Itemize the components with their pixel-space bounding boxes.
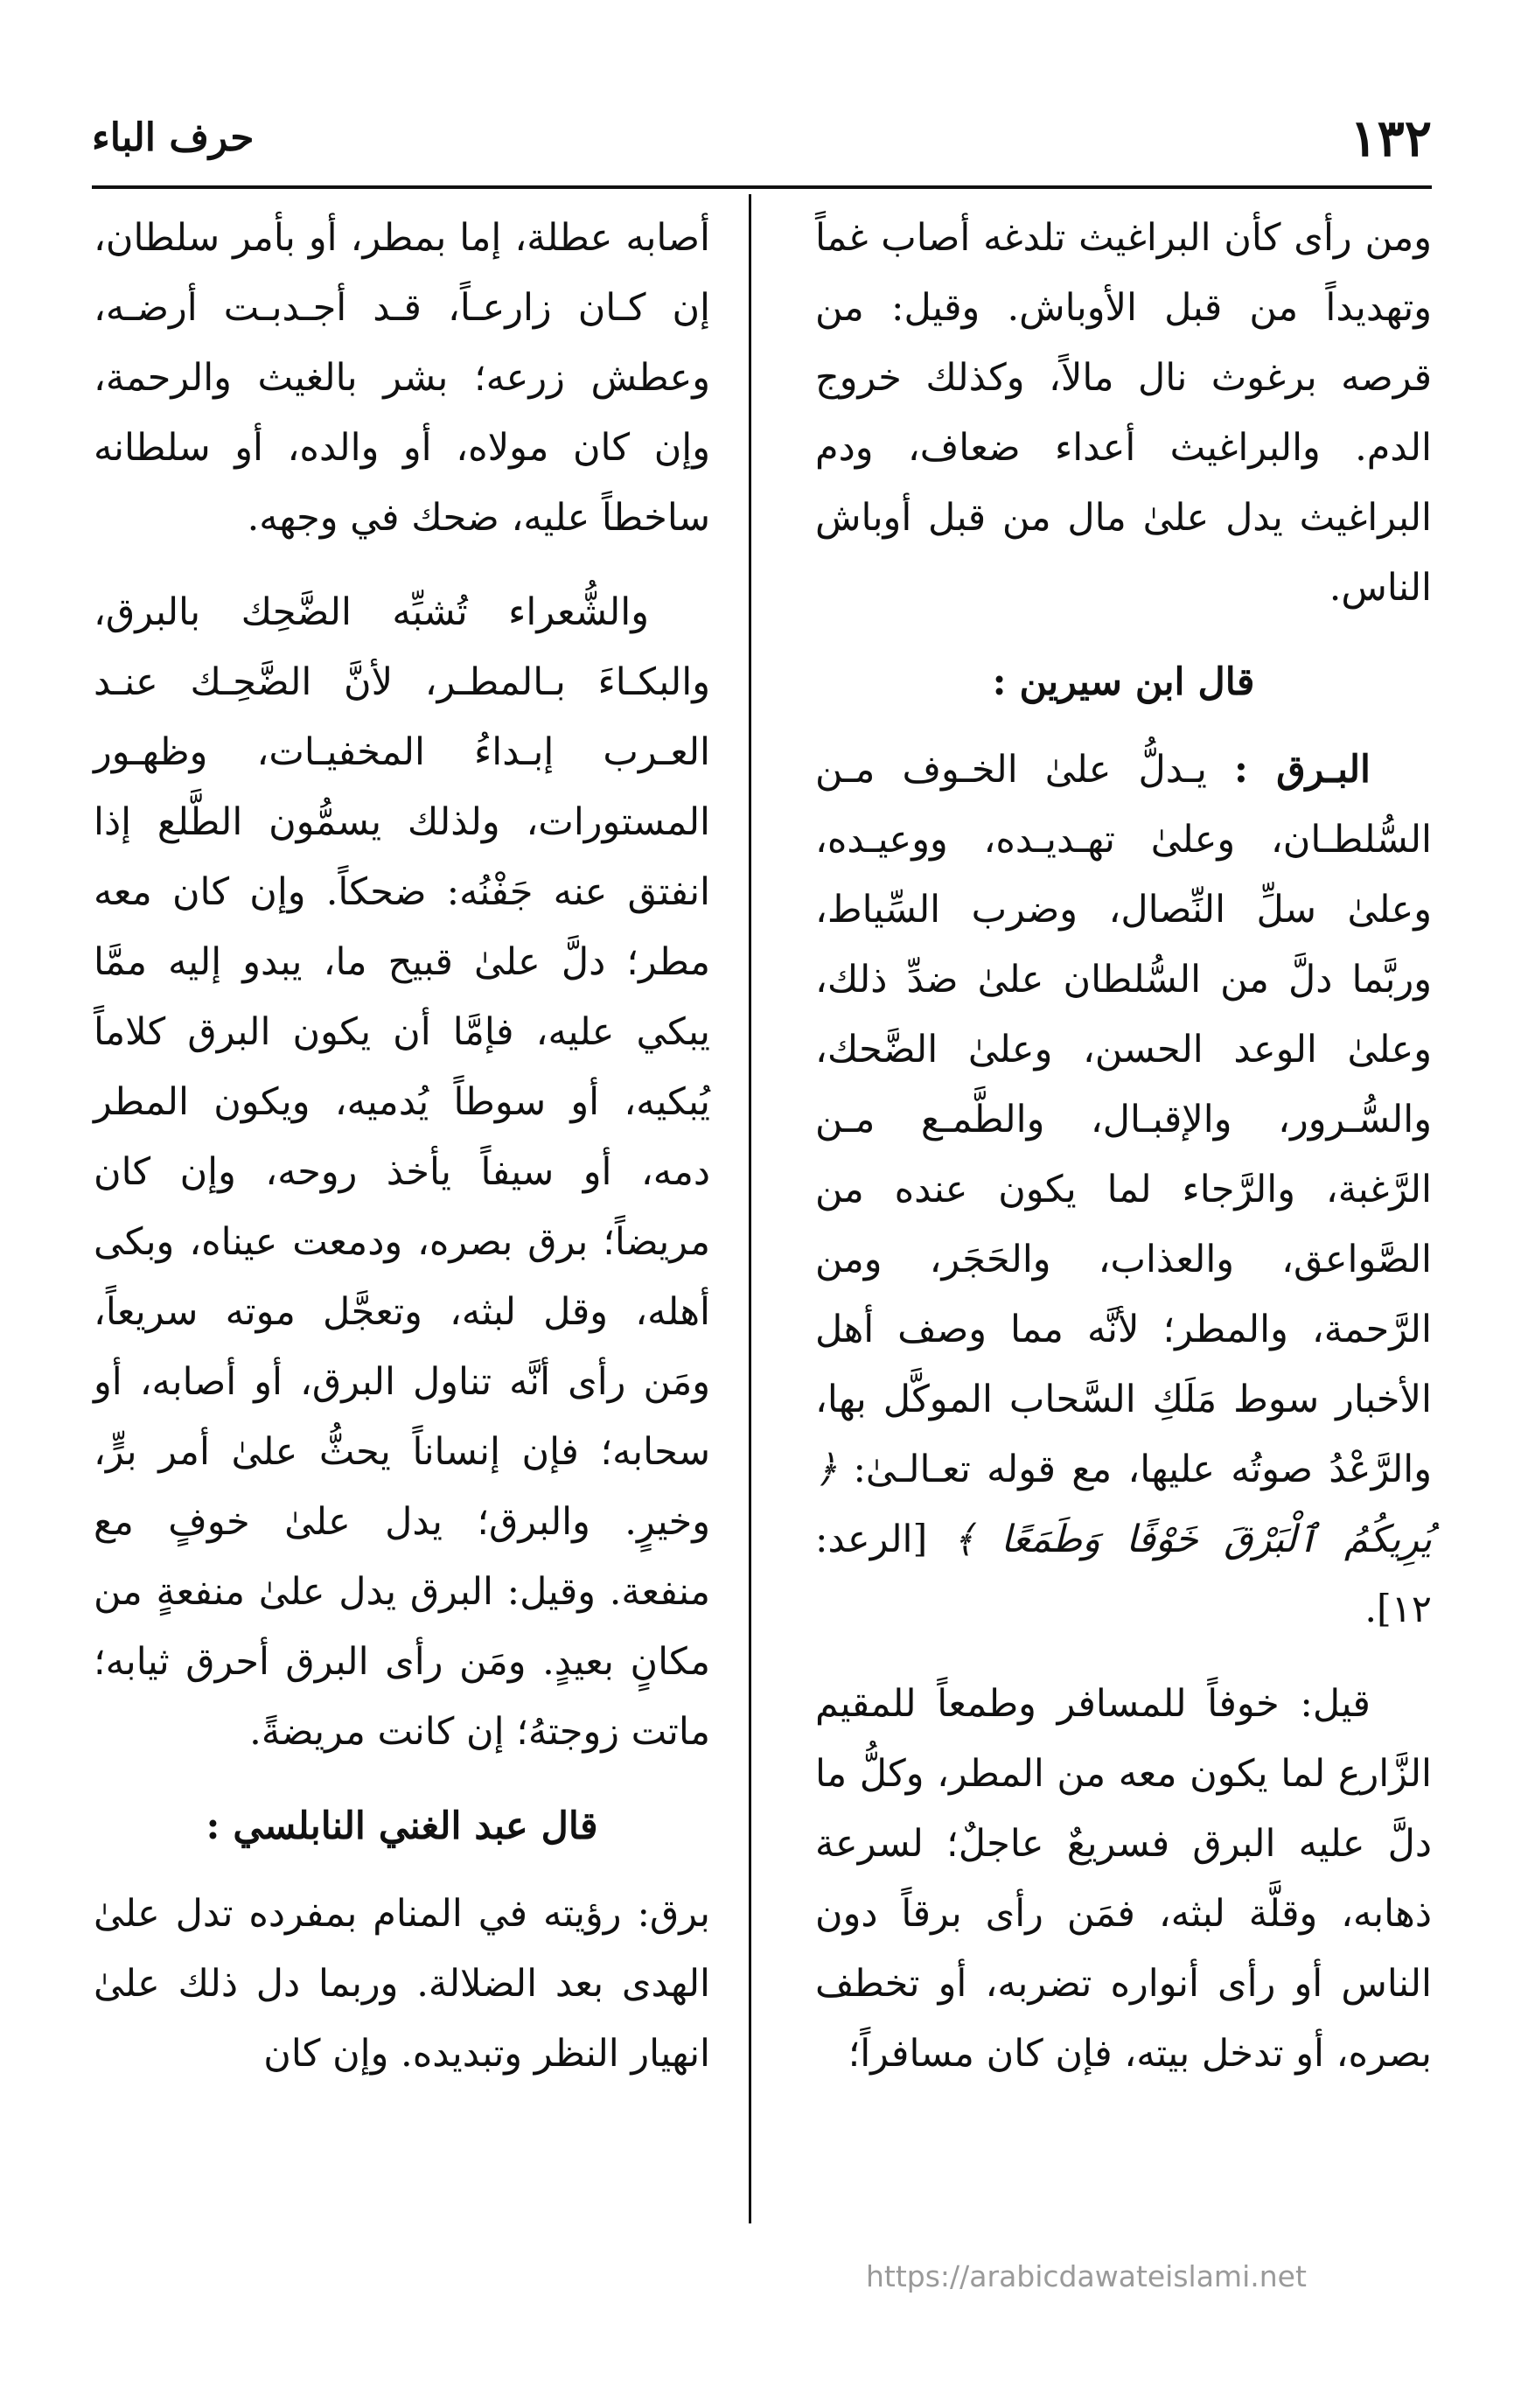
paragraph-poets: والشُّعراء تُشبِّه الضَّحِك بالبرق، والبكـاءَ بـالمطـر، لأنَّ الضَّحِـك عنـد العـرب إبـداءُ المخفيـات، وظهـور المستورات، ولذلك يسمُّون الطَّلع إذا انفتق عنه جَفْنُه: ضحكاً. وإن كان معه مطر؛ دلَّ علىٰ قبيح ما، يبدو إليه ممَّا يبكي عليه، فإمَّا أن يكون البرق كلاماً يُبكيه، أو سوطاً يُدميه، ويكون المطر دمه، أو سيفاً يأخذ روحه، وإن كان مريضاً؛ برق بصره، ودمعت عيناه، وبكى أهله، وقل لبثه، وتعجَّل موته سريعاً، ومَن رأى أنَّه تناول البرق، أو أصابه، أو سحابه؛ فإن إنساناً يحثُّ علىٰ أمر برٍّ، وخيرٍ. والبرق؛ يدل علىٰ خوفٍ مع منفعة. وقيل: البرق يدل علىٰ منفعةٍ من مكانٍ بعيدٍ. ومَن رأى البرق أحرق ثيابه؛ ماتت زوجتهُ؛ إن كانت مريضةً. [94,590,710,1754]
paragraph-fleas: ومن رأى كأن البراغيث تلدغه أصاب غماً وتهديداً من قبل الأوباش. وقيل: من قرصه برغوث نال مالاً، وكذلك خروج الدم. والبراغيث أعداء ضعاف، ودم البراغيث يدل علىٰ مال من قبل أوباش الناس. [815,216,1432,610]
paragraph-lightning [815,735,1432,1644]
column-divider [749,194,751,2223]
entry-term-lightning: البـرق : [1234,748,1371,792]
running-header [92,103,1432,182]
section-heading-ibn-sirin: قال ابن سيرين : [992,660,1255,704]
header-rule [92,185,1432,189]
verse-citation: [الرعد: ١٢]. [815,1518,1432,1631]
quran-verse: ﴿ يُرِيكُمُ ٱلْبَرْقَ خَوْفًا وَطَمَعًا ﴾ [815,1448,1432,1561]
paragraph-nabulsi-lightning: برق: رؤيته في المنام بمفرده تدل علىٰ الهدى بعد الضلالة. وربما دل ذلك علىٰ انهيار النظر وتبديده. وإن كان [94,1892,710,2076]
paragraph-lightning-body: يـدلُّ علىٰ الخـوف مـن السُّلطـان، وعلىٰ تهـديـده، ووعيـده، وعلىٰ سلِّ النِّصال، وضرب السِّياط، وربَّما دلَّ من السُّلطان علىٰ ضدِّ ذلك، وعلىٰ الوعد الحسن، وعلىٰ الضَّحك، والسُّـرور، والإقبـال، والطَّمـع مـن الرَّغبة، والرَّجاء لما يكون عنده من الصَّواعق، والعذاب، والحَجَر، ومن الرَّحمة، والمطر؛ لأنَّه مما وصف أهل الأخبار سوط مَلَكِ السَّحاب الموكَّل بها، والرَّعْدُ صوتُه عليها، مع قوله تعـالـىٰ: [815,748,1433,1491]
paragraph-continuation: أصابه عطلة، إما بمطر، أو بأمر سلطان، إن كـان زارعـاً، قـد أجـدبـت أرضـه، وعطش زرعه؛ بشر بالغيث والرحمة، وإن كان مولاه، أو والده، أو سلطانه ساخطاً عليه، ضحك في وجهه. [94,216,710,540]
chapter-title: حرف الباء [92,115,255,160]
watermark-url: https://arabicdawateislami.net [866,2259,1307,2293]
page-number: ١٣٢ [1350,108,1432,168]
section-heading-nabulsi: قال عبد الغني النابلسي : [206,1804,598,1848]
right-column [815,203,1432,2089]
left-column [94,203,710,2089]
paragraph-traveler: قيل: خوفاً للمسافر وطمعاً للمقيم الزَّارع لما يكون معه من المطر، وكلُّ ما دلَّ عليه البرق فسريعٌ عاجلٌ؛ لسرعة ذهابه، وقلَّة لبثه، فمَن رأى برقاً دون الناس أو رأى أنواره تضربه، أو تخطف بصره، أو تدخل بيته، فإن كان مسافراً؛ [815,1682,1432,2076]
